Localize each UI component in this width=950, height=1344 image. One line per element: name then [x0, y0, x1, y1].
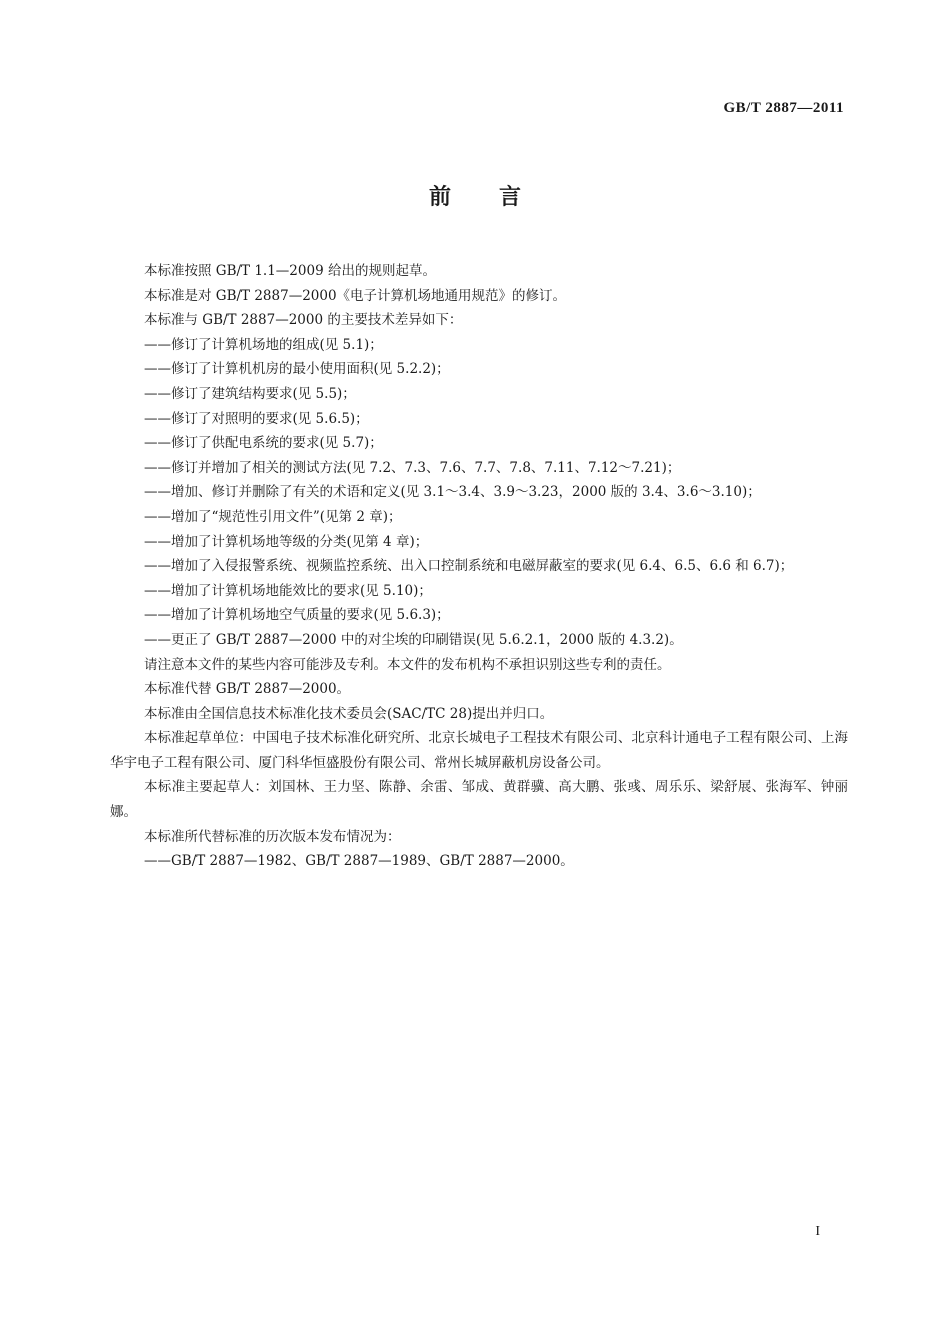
change-item: ——修订了计算机机房的最小使用面积(见 5.2.2)； [144, 361, 450, 378]
paragraph: 本标准是对 GB/T 2887—2000《电子计算机场地通用规范》的修订。 [144, 287, 567, 304]
change-item: ——更正了 GB/T 2887—2000 中的对尘埃的印刷错误(见 5.6.2.1，2000 版的 4.3.2)。 [144, 631, 683, 648]
change-item: ——修订了计算机场地的组成(见 5.1)； [144, 336, 383, 353]
change-item: ——增加了计算机场地能效比的要求(见 5.10)； [144, 582, 432, 599]
change-item: ——修订并增加了相关的测试方法(见 7.2、7.3、7.6、7.7、7.8、7.11、7.12～7.21)； [144, 459, 681, 476]
paragraph: 本标准按照 GB/T 1.1—2009 给出的规则起草。 [144, 263, 436, 279]
paragraph: 本标准主要起草人：刘国林、王力坚、陈静、余雷、邹成、黄群骥、高大鹏、张彧、周乐乐、梁舒展、张海军、钟丽娜。 [110, 779, 848, 821]
change-item: ——增加了“规范性引用文件”(见第 2 章)； [144, 508, 402, 525]
standard-code: GB/T 2887—2011 [723, 100, 844, 116]
paragraph: 本标准起草单位：中国电子技术标准化研究所、北京长城电子工程技术有限公司、北京科计通电子工程有限公司、上海华宇电子工程有限公司、厦门科华恒盛股份有限公司、常州长城屏蔽机房设备公司。 [110, 730, 848, 771]
history-item: ——GB/T 2887—1982、GB/T 2887—1989、GB/T 2887—2000。 [144, 853, 574, 870]
page-title: 前言 [428, 185, 569, 210]
paragraph: 本标准与 GB/T 2887—2000 的主要技术差异如下： [144, 312, 463, 329]
foreword-body [110, 259, 848, 874]
paragraph: 本标准由全国信息技术标准化技术委员会(SAC/TC 28)提出并归口。 [144, 705, 554, 722]
change-item: ——修订了供配电系统的要求(见 5.7)； [144, 435, 383, 452]
change-item: ——修订了对照明的要求(见 5.6.5)； [144, 410, 369, 427]
change-item: ——修订了建筑结构要求(见 5.5)； [144, 385, 356, 402]
change-item: ——增加、修订并删除了有关的术语和定义(见 3.1～3.4、3.9～3.23，2000 版的 3.4、3.6～3.10)； [144, 484, 761, 501]
change-item: ——增加了入侵报警系统、视频监控系统、出入口控制系统和电磁屏蔽室的要求(见 6.4、6.5、6.6 和 6.7)； [144, 558, 794, 575]
paragraph: 本标准代替 GB/T 2887—2000。 [144, 681, 351, 698]
paragraph: 本标准所代替标准的历次版本发布情况为： [144, 828, 401, 845]
page-number: I [815, 1224, 820, 1239]
change-item: ——增加了计算机场地空气质量的要求(见 5.6.3)； [144, 607, 450, 624]
change-item: ——增加了计算机场地等级的分类(见第 4 章)； [144, 533, 429, 550]
paragraph: 请注意本文件的某些内容可能涉及专利。本文件的发布机构不承担识别这些专利的责任。 [144, 656, 671, 673]
